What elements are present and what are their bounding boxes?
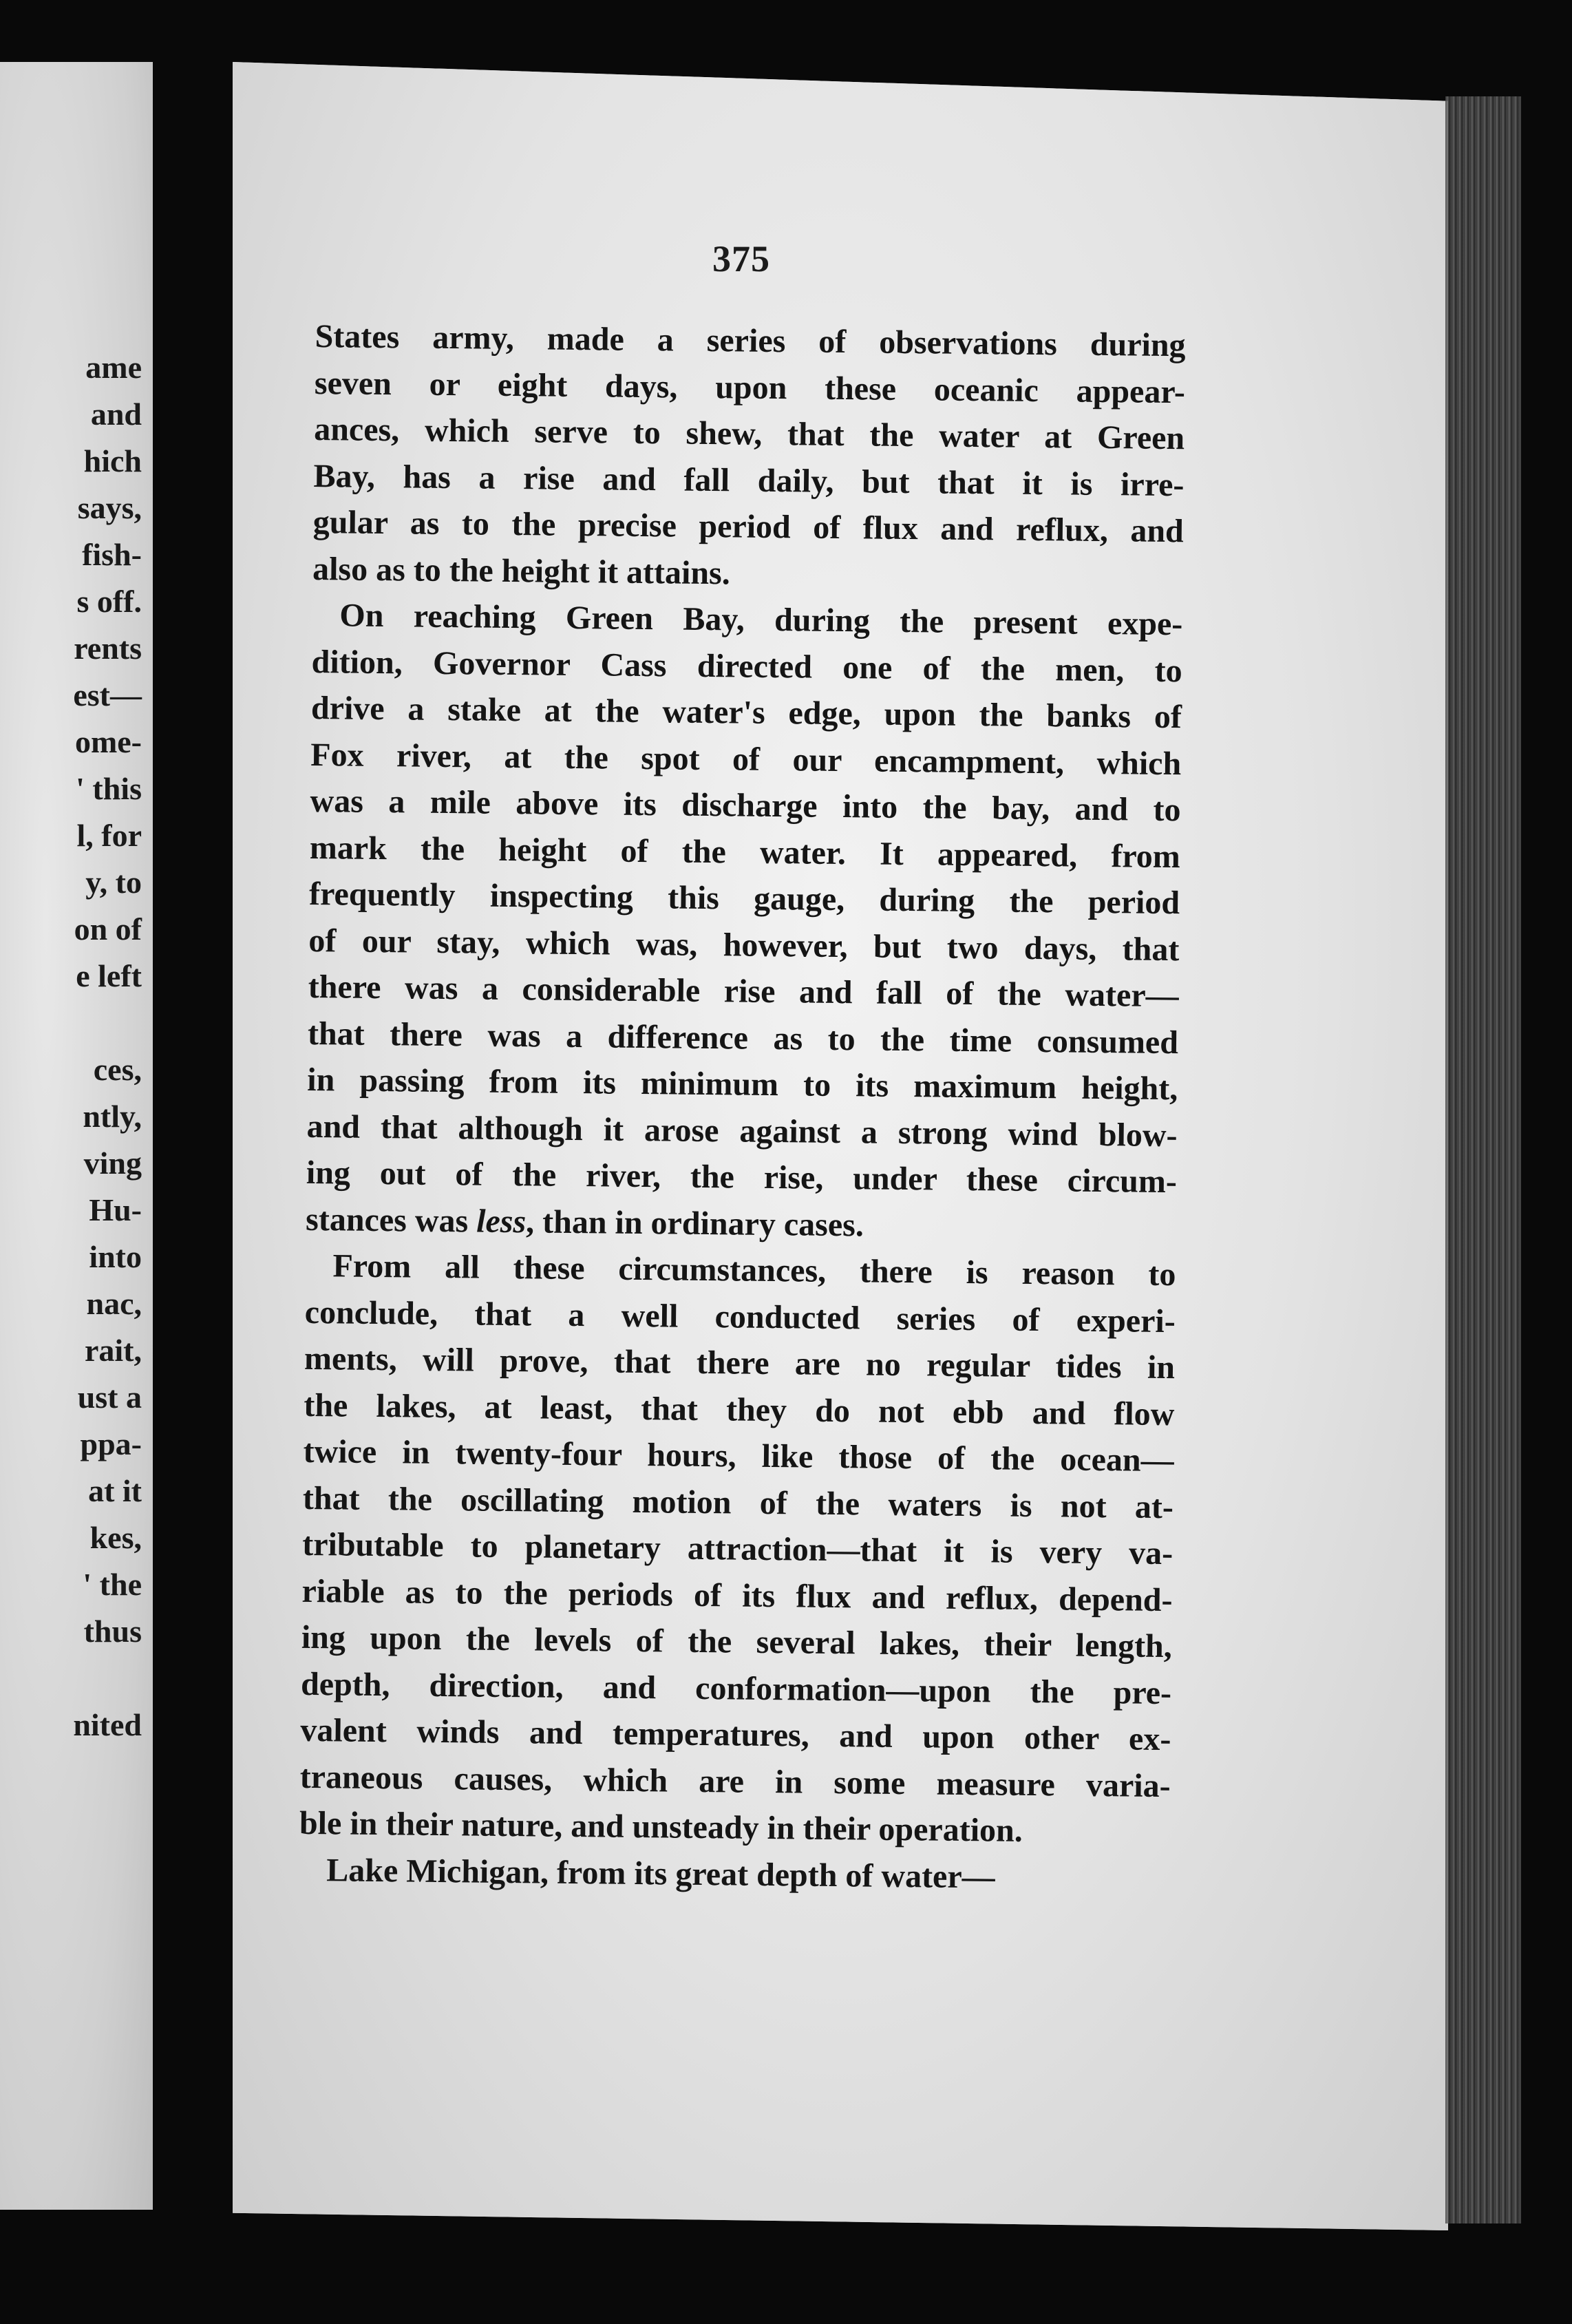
text-line: frequently inspecting this gauge, during the period — [308, 875, 1180, 922]
text-line: was a mile above its discharge into the bay, and to — [310, 782, 1181, 829]
left-page-line-fragment: fish- — [82, 537, 142, 572]
text-line: that the oscillating motion of the waters is not at- — [302, 1479, 1174, 1525]
left-page-line-fragment: ces, — [93, 1052, 142, 1087]
left-page-line-fragment: rents — [74, 631, 142, 666]
left-page-line-fragment: ' the — [83, 1567, 142, 1602]
paragraph-3 — [299, 1243, 1176, 1856]
paragraph-1 — [312, 313, 1186, 601]
left-page-line-fragment: at it — [88, 1473, 142, 1508]
left-page-line-fragment: e left — [76, 958, 142, 993]
text-line: dition, Governor Cass directed one of the men, to — [311, 643, 1182, 689]
text-line: gular as to the precise period of flux and reflux, and — [312, 503, 1185, 550]
text-line: the lakes, at least, that they do not ebb and flow — [304, 1386, 1175, 1433]
page-number: 375 — [712, 238, 770, 279]
text-run: stances was — [305, 1201, 477, 1240]
left-page-line-fragment: ame — [85, 350, 142, 385]
text-line: Lake Michigan, from its great depth of water— — [326, 1851, 995, 1895]
left-page-line-fragment: ving — [83, 1145, 142, 1181]
left-page-line-fragment: nac, — [86, 1286, 142, 1321]
left-page-line-fragment: hich — [83, 443, 142, 478]
left-page-line-fragment: l, for — [76, 818, 142, 853]
left-page-line-fragment: s off. — [76, 584, 142, 619]
page-edges — [1445, 96, 1521, 2223]
left-page-text-fragments — [73, 344, 142, 1749]
text-line: there was a considerable rise and fall of the water— — [308, 968, 1179, 1015]
text-line: ble in their nature, and unsteady in their operation. — [299, 1804, 1023, 1849]
text-line: riable as to the periods of its flux and reflux, depend- — [301, 1572, 1173, 1618]
text-line: On reaching Green Bay, during the present expe- — [339, 597, 1183, 643]
left-page-line-fragment: says, — [77, 490, 142, 525]
text-line: twice in twenty-four hours, like those of the ocean— — [303, 1433, 1174, 1479]
text-line: Bay, has a rise and fall daily, but that it is irre- — [313, 457, 1185, 503]
text-line: drive a stake at the water's edge, upon the banks of — [310, 689, 1182, 736]
text-line: States army, made a series of observations during — [315, 317, 1186, 364]
left-page-line-fragment — [73, 1655, 142, 1702]
italic-word: less — [476, 1203, 527, 1240]
text-line: depth, direction, and conformation—upon the pre- — [300, 1665, 1172, 1711]
text-line: ing out of the river, the rise, under these circum- — [306, 1154, 1178, 1201]
left-page-line-fragment: ppa- — [80, 1426, 142, 1461]
left-page-line-fragment: kes, — [89, 1520, 142, 1555]
text-line: seven or eight days, upon these oceanic appear- — [314, 364, 1186, 410]
text-line: and that although it arose against a strong wind blow- — [306, 1108, 1178, 1154]
left-page-line-fragment: thus — [83, 1614, 142, 1649]
left-page-line-fragment: Hu- — [89, 1192, 142, 1227]
paragraph-4 — [299, 1846, 1170, 1902]
text-run: , than in ordinary cases. — [525, 1203, 864, 1243]
text-line: ing upon the levels of the several lakes, their length, — [301, 1618, 1173, 1665]
left-page-line-fragment: nited — [73, 1707, 142, 1742]
left-page-line-fragment: ntly, — [83, 1099, 142, 1134]
left-page-line-fragment: ome- — [74, 724, 142, 759]
text-line: mark the height of the water. It appeared, from — [309, 829, 1181, 875]
paragraph-2 — [306, 592, 1183, 1205]
text-line: valent winds and temperatures, and upon other ex- — [300, 1711, 1171, 1758]
left-facing-page — [0, 62, 153, 2210]
text-line: in passing from its minimum to its maximum height, — [307, 1061, 1178, 1108]
left-page-line-fragment — [73, 1000, 142, 1046]
left-page-line-fragment: est— — [73, 677, 142, 712]
text-line: that there was a difference as to the time consumed — [307, 1015, 1179, 1061]
text-line: conclude, that a well conducted series of experi- — [304, 1293, 1176, 1340]
left-page-line-fragment: and — [90, 397, 142, 432]
left-page-line-fragment: into — [89, 1239, 142, 1274]
body-text — [299, 313, 1186, 1902]
text-line: traneous causes, which are in some measure varia- — [299, 1758, 1171, 1804]
text-line: of our stay, which was, however, but two days, that — [308, 922, 1180, 968]
text-line: tributable to planetary attraction—that it is very va- — [301, 1525, 1173, 1572]
left-page-line-fragment: ust a — [77, 1380, 142, 1415]
text-line: ances, which serve to shew, that the water at Green — [313, 410, 1185, 457]
left-page-line-fragment: on of — [74, 911, 142, 947]
left-page-line-fragment: ' this — [76, 771, 142, 806]
text-line: also as to the height it attains. — [312, 550, 731, 591]
left-page-line-fragment: y, to — [85, 865, 142, 900]
text-line: From all these circumstances, there is reason to — [332, 1247, 1176, 1293]
text-line: Fox river, at the spot of our encampment, which — [310, 736, 1182, 782]
left-page-line-fragment: rait, — [84, 1333, 142, 1368]
text-line: ments, will prove, that there are no regular tides in — [304, 1340, 1176, 1386]
